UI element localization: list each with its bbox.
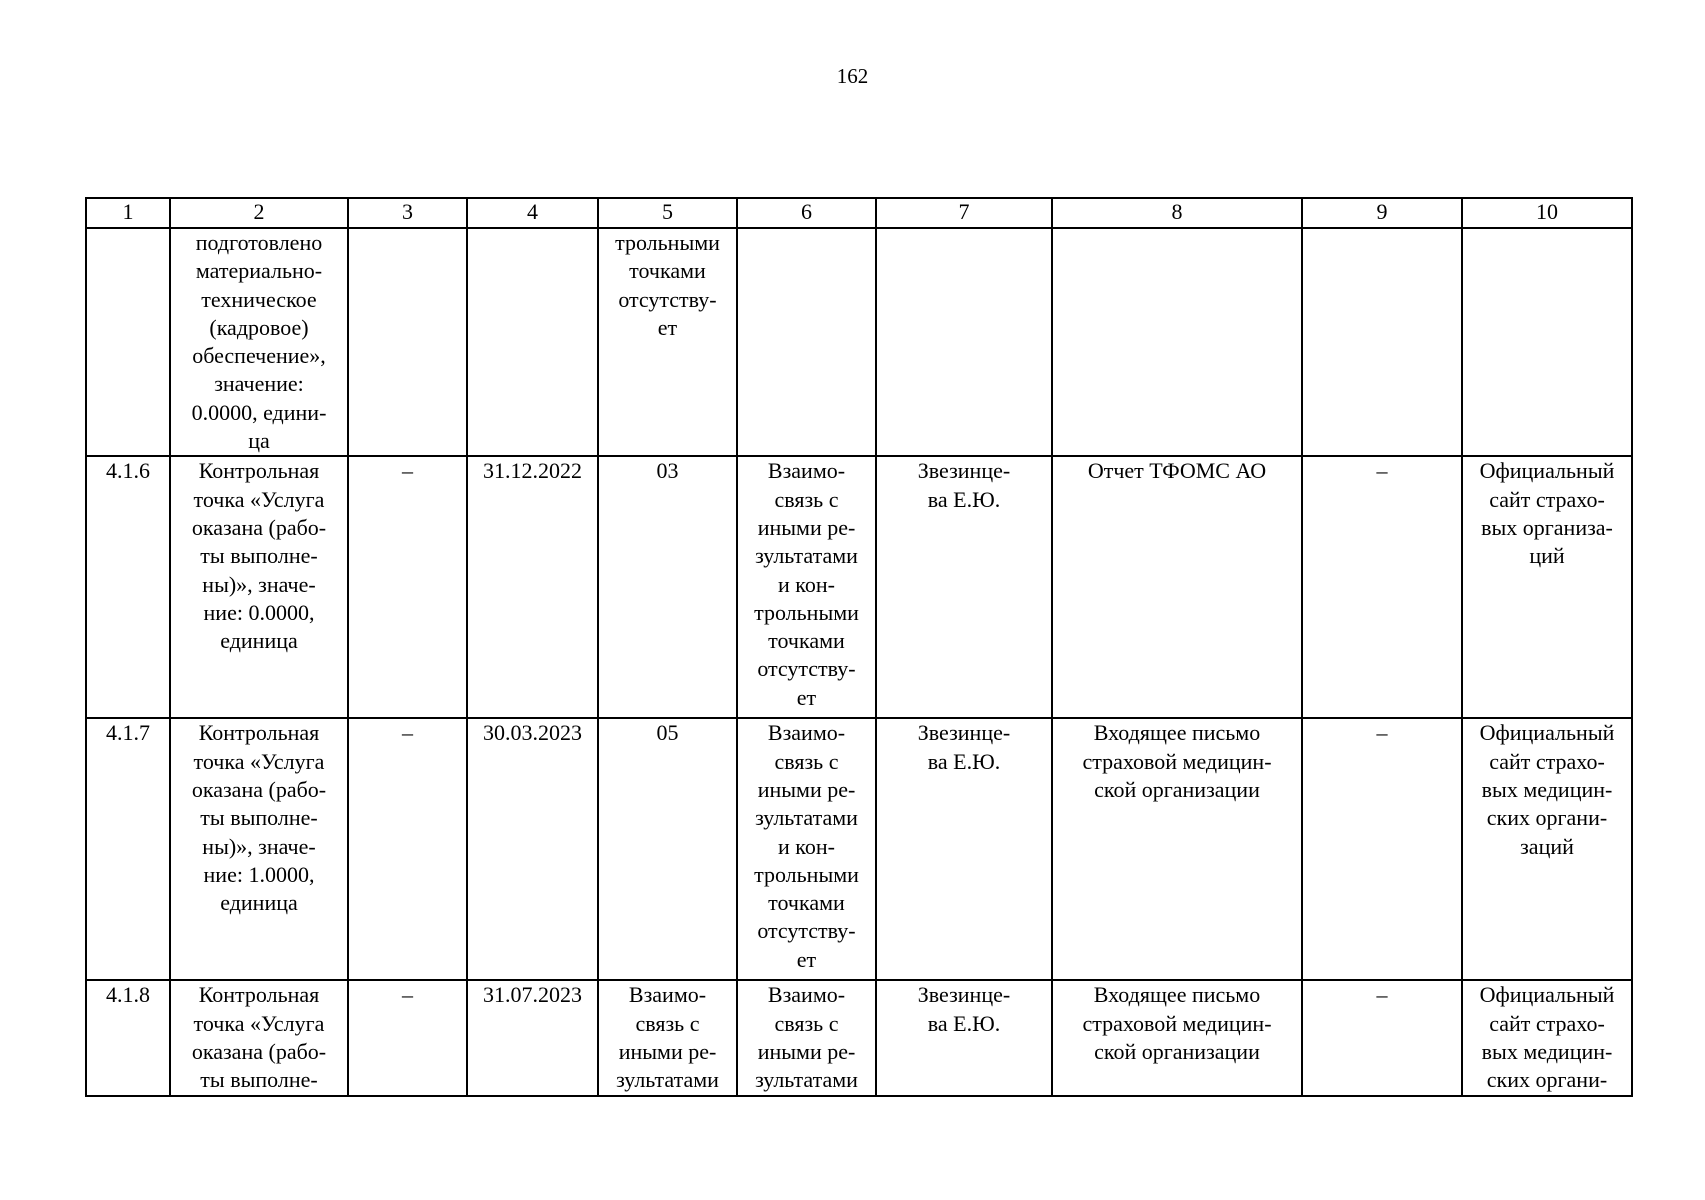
cell-text-line: единица <box>220 890 298 916</box>
cell-text-line: Контрольная <box>198 458 320 484</box>
cell-text-line: и кон- <box>778 833 835 859</box>
cell-col-10 <box>1462 718 1632 980</box>
cell-text-line: зультатами <box>755 543 858 569</box>
cell-col-10 <box>1462 228 1632 456</box>
cell-text-line: иными ре- <box>757 514 856 540</box>
cell-text-line: связь с <box>774 486 839 512</box>
cell-text-line: оказана (рабо- <box>191 1038 327 1064</box>
cell-col-8 <box>1052 456 1302 718</box>
column-header-5: 5 <box>598 198 737 228</box>
cell-text-line: иными ре- <box>757 776 856 802</box>
cell-text-line: иными ре- <box>618 1038 717 1064</box>
cell-col-6 <box>737 228 876 456</box>
column-header-10: 10 <box>1462 198 1632 228</box>
cell-col-9 <box>1302 456 1462 718</box>
cell-text-line: – <box>402 458 413 484</box>
cell-text-line: ние: 1.0000, <box>203 861 315 887</box>
cell-col-9 <box>1302 980 1462 1096</box>
cell-text-line: вых медицин- <box>1481 776 1613 802</box>
cell-text-line: 03 <box>656 458 679 484</box>
cell-text-line: 4.1.8 <box>106 982 150 1008</box>
cell-text-line: связь с <box>774 1010 839 1036</box>
page-number: 162 <box>836 64 869 88</box>
cell-text-line: Контрольная <box>198 982 320 1008</box>
table-body <box>86 228 1632 1096</box>
cell-text-line: (кадровое) <box>209 314 309 340</box>
cell-text-line: ских органи- <box>1486 1067 1608 1093</box>
cell-text-line: Входящее письмо <box>1093 720 1261 746</box>
cell-text-line: Входящее письмо <box>1093 982 1261 1008</box>
cell-text-line: – <box>402 982 413 1008</box>
cell-col-5 <box>598 228 737 456</box>
cell-text-line: ет <box>796 946 817 972</box>
cell-text-line: ва Е.Ю. <box>927 748 1001 774</box>
cell-text-line: вых медицин- <box>1481 1038 1613 1064</box>
cell-text-line: Звезинце- <box>917 458 1011 484</box>
cell-text-line: 05 <box>656 720 679 746</box>
cell-col-4 <box>467 718 598 980</box>
cell-text-line: Взаимо- <box>628 982 707 1008</box>
cell-text-line: ских органи- <box>1486 805 1608 831</box>
column-header-2: 2 <box>170 198 348 228</box>
cell-text-line: ны)», значе- <box>202 833 316 859</box>
cell-text-line: ты выполне- <box>200 543 318 569</box>
table-row <box>86 228 1632 456</box>
cell-col-3 <box>348 456 467 718</box>
column-header-1: 1 <box>86 198 170 228</box>
cell-text-line: 4.1.7 <box>106 720 150 746</box>
cell-text-line: 30.03.2023 <box>483 720 582 746</box>
cell-text-line: материально- <box>195 258 323 284</box>
cell-text-line: оказана (рабо- <box>191 514 327 540</box>
cell-text-line: зультатами <box>755 1067 858 1093</box>
cell-col-10 <box>1462 980 1632 1096</box>
cell-text-line: точками <box>629 258 706 284</box>
cell-col-4 <box>467 980 598 1096</box>
cell-col-8 <box>1052 718 1302 980</box>
cell-col-9 <box>1302 228 1462 456</box>
cell-col-8 <box>1052 980 1302 1096</box>
cell-text-line: зультатами <box>755 805 858 831</box>
cell-col-2 <box>170 718 348 980</box>
cell-text-line: ние: 0.0000, <box>203 599 315 625</box>
cell-col-5 <box>598 718 737 980</box>
cell-col-8 <box>1052 228 1302 456</box>
cell-text-line: ской организации <box>1094 776 1260 802</box>
cell-text-line: отсутству- <box>618 286 717 312</box>
cell-text-line: трольными <box>754 861 859 887</box>
cell-text-line: – <box>402 720 413 746</box>
cell-col-2 <box>170 980 348 1096</box>
table-row <box>86 718 1632 980</box>
cell-col-6 <box>737 456 876 718</box>
column-header-4: 4 <box>467 198 598 228</box>
cell-text-line: ва Е.Ю. <box>927 486 1001 512</box>
header-row <box>86 198 1632 228</box>
column-header-9: 9 <box>1302 198 1462 228</box>
cell-text-line: подготовлено <box>195 230 323 255</box>
cell-text-line: Контрольная <box>198 720 320 746</box>
cell-col-3 <box>348 718 467 980</box>
cell-text-line: связь с <box>635 1010 700 1036</box>
cell-text-line: 31.12.2022 <box>483 458 582 484</box>
cell-text-line: связь с <box>774 748 839 774</box>
cell-col-7 <box>876 456 1052 718</box>
cell-text-line: заций <box>1520 833 1574 859</box>
cell-text-line: ет <box>657 314 678 340</box>
column-header-7: 7 <box>876 198 1052 228</box>
cell-col-2 <box>170 456 348 718</box>
cell-text-line: точка «Услуга <box>193 748 325 774</box>
cell-text-line: трольными <box>754 599 859 625</box>
cell-text-line: Взаимо- <box>767 458 846 484</box>
cell-col-7 <box>876 980 1052 1096</box>
cell-col-1 <box>86 980 170 1096</box>
cell-text-line: значение: <box>214 371 304 397</box>
cell-text-line: точка «Услуга <box>193 486 325 512</box>
cell-col-9 <box>1302 718 1462 980</box>
cell-text-line: Отчет ТФОМС АО <box>1087 458 1267 484</box>
cell-col-1 <box>86 456 170 718</box>
cell-text-line: страховой медицин- <box>1082 1010 1272 1036</box>
cell-text-line: ва Е.Ю. <box>927 1010 1001 1036</box>
cell-text-line: Официальный <box>1479 720 1615 746</box>
cell-text-line: и кон- <box>778 571 835 597</box>
cell-text-line: страховой медицин- <box>1082 748 1272 774</box>
cell-text-line: ны)», значе- <box>202 571 316 597</box>
cell-text-line: сайт страхо- <box>1489 486 1605 512</box>
cell-text-line: 31.07.2023 <box>483 982 582 1008</box>
cell-col-4 <box>467 456 598 718</box>
cell-text-line: трольными <box>615 230 720 255</box>
cell-text-line: оказана (рабо- <box>191 776 327 802</box>
data-table <box>85 197 1633 1097</box>
cell-col-1 <box>86 228 170 456</box>
cell-col-1 <box>86 718 170 980</box>
column-header-6: 6 <box>737 198 876 228</box>
cell-col-10 <box>1462 456 1632 718</box>
cell-text-line: ты выполне- <box>200 805 318 831</box>
cell-text-line: 0.0000, едини- <box>191 399 327 425</box>
cell-col-7 <box>876 718 1052 980</box>
cell-text-line: точка «Услуга <box>193 1010 325 1036</box>
cell-text-line: отсутству- <box>757 656 856 682</box>
cell-text-line: Взаимо- <box>767 720 846 746</box>
cell-col-5 <box>598 456 737 718</box>
cell-text-line: Официальный <box>1479 458 1615 484</box>
column-header-3: 3 <box>348 198 467 228</box>
cell-text-line: обеспечение», <box>192 343 326 369</box>
cell-text-line: единица <box>220 628 298 654</box>
column-header-8: 8 <box>1052 198 1302 228</box>
table-row <box>86 980 1632 1096</box>
cell-text-line: 4.1.6 <box>106 458 150 484</box>
cell-text-line: ций <box>1529 543 1565 569</box>
cell-col-2 <box>170 228 348 456</box>
cell-text-line: точками <box>768 628 845 654</box>
cell-text-line: – <box>1376 458 1388 484</box>
cell-text-line: зультатами <box>616 1067 719 1093</box>
cell-col-6 <box>737 718 876 980</box>
cell-text-line: отсутству- <box>757 918 856 944</box>
cell-col-3 <box>348 980 467 1096</box>
cell-text-line: ет <box>796 684 817 710</box>
cell-text-line: Официальный <box>1479 982 1615 1008</box>
cell-text-line: техническое <box>201 286 317 312</box>
cell-col-3 <box>348 228 467 456</box>
cell-text-line: сайт страхо- <box>1489 748 1605 774</box>
cell-col-4 <box>467 228 598 456</box>
cell-text-line: иными ре- <box>757 1038 856 1064</box>
table-header <box>86 198 1632 228</box>
cell-text-line: вых организа- <box>1481 514 1613 540</box>
table-row <box>86 456 1632 718</box>
cell-text-line: Взаимо- <box>767 982 846 1008</box>
cell-text-line: Звезинце- <box>917 982 1011 1008</box>
cell-text-line: ты выполне- <box>200 1067 318 1093</box>
cell-text-line: ской организации <box>1094 1038 1260 1064</box>
cell-text-line: точками <box>768 890 845 916</box>
cell-col-6 <box>737 980 876 1096</box>
cell-text-line: – <box>1376 720 1388 746</box>
cell-text-line: сайт страхо- <box>1489 1010 1605 1036</box>
cell-text-line: Звезинце- <box>917 720 1011 746</box>
cell-col-5 <box>598 980 737 1096</box>
cell-col-7 <box>876 228 1052 456</box>
cell-text-line: – <box>1376 982 1388 1008</box>
cell-text-line: ца <box>248 428 270 454</box>
